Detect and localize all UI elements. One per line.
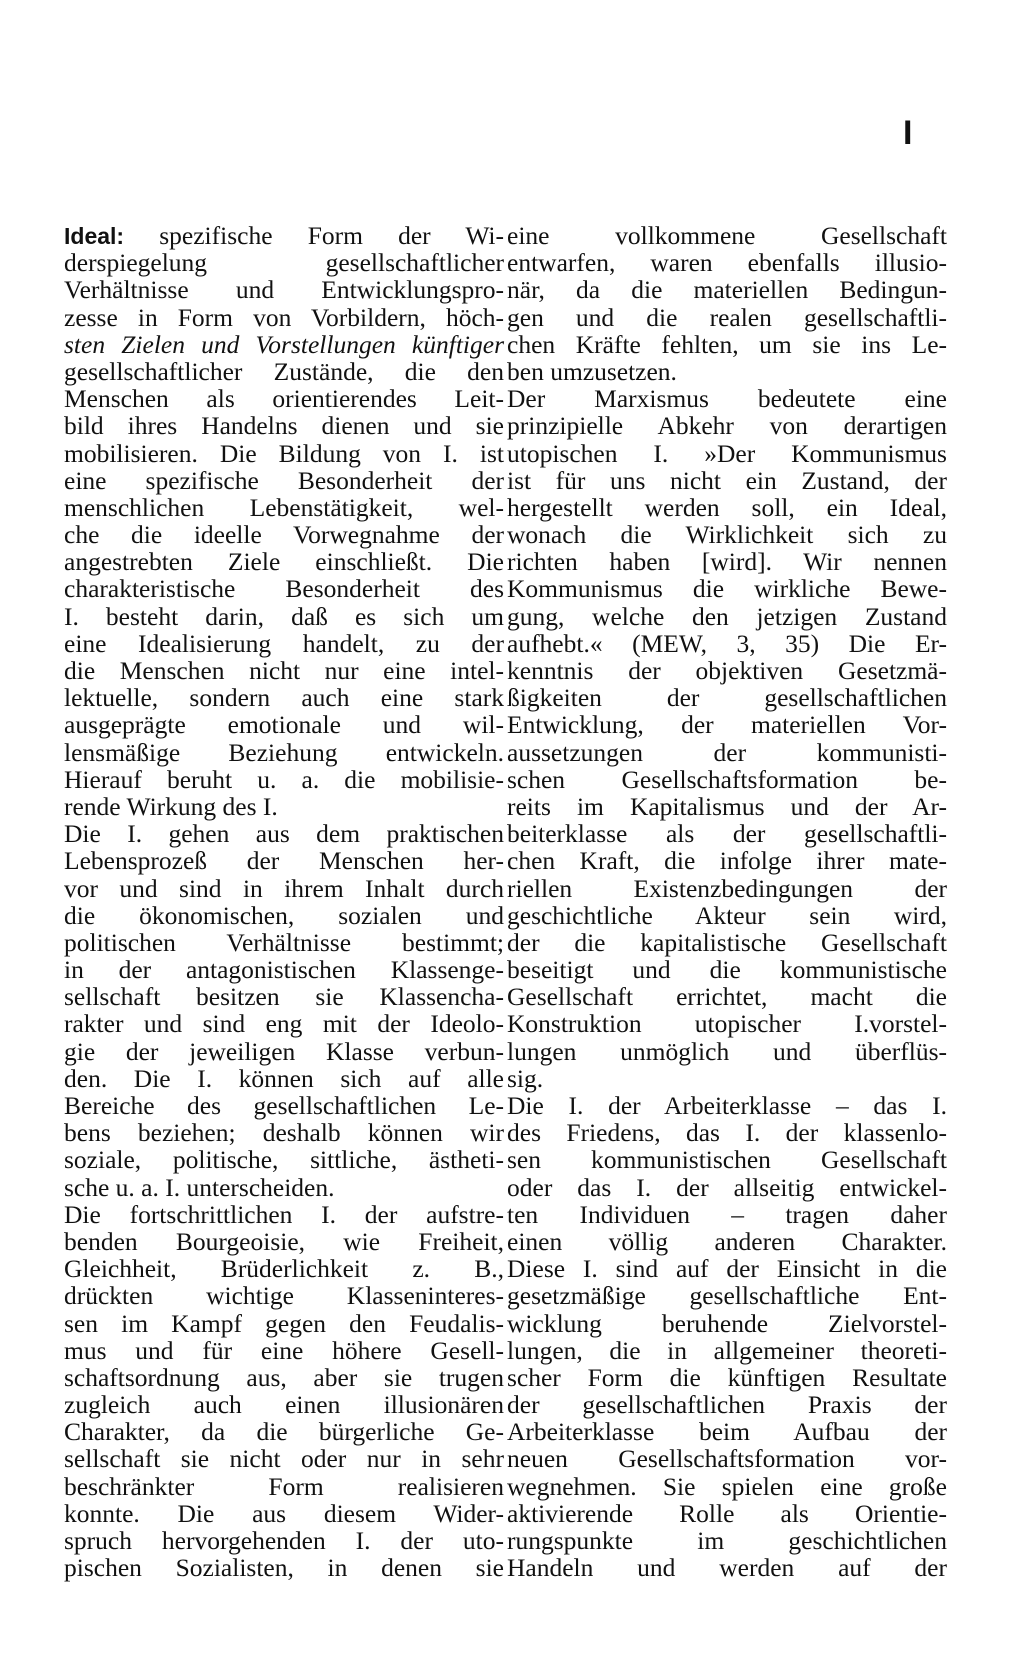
text-line: Handeln und werden auf der: [507, 1553, 947, 1583]
text-line: derspiegelung gesellschaftlicher: [64, 248, 504, 278]
text-line: Entwicklung, der materiellen Vor-: [507, 710, 947, 740]
text-line: bild ihres Handelns dienen und sie: [64, 411, 504, 441]
text-line: Konstruktion utopischer I.vorstel-: [507, 1009, 947, 1039]
text-line: Diese I. sind auf der Einsicht in die: [507, 1254, 947, 1284]
text-line: hergestellt werden soll, ein Ideal,: [507, 492, 947, 522]
text-line: in der antagonistischen Klassenge-: [64, 955, 504, 985]
text-line: sche u. a. I. unterscheiden.: [64, 1172, 335, 1202]
section-letter: I: [903, 114, 913, 152]
text-line: aufhebt.« (MEW, 3, 35) Die Er-: [507, 628, 947, 658]
text-line: Charakter, da die bürgerliche Ge-: [64, 1417, 504, 1447]
text-line: die ökonomischen, sozialen und: [64, 900, 504, 930]
text-line: kenntnis der objektiven Gesetzmä-: [507, 656, 947, 685]
text-line: riellen Existenzbedingungen der: [507, 873, 947, 903]
text-line: wicklung beruhende Zielvorstel-: [507, 1308, 947, 1338]
text-line: der gesellschaftlichen Praxis der: [507, 1390, 947, 1420]
text-line: menschlichen Lebenstätigkeit, wel-: [64, 492, 504, 522]
text-line: Verhältnisse und Entwicklungspro-: [64, 275, 504, 305]
text-line: sig.: [507, 1063, 544, 1093]
text-line: rende Wirkung des I.: [64, 791, 278, 821]
text-line: Die I. der Arbeiterklasse – das I.: [507, 1091, 947, 1120]
text-line: soziale, politische, sittliche, ästheti-: [64, 1145, 504, 1175]
text-line: spruch hervorgehenden I. der uto-: [64, 1526, 504, 1555]
text-line: wegnehmen. Sie spielen eine große: [507, 1471, 947, 1501]
text-line: gesellschaftlicher Zustände, die den: [64, 356, 504, 386]
text-line: wonach die Wirklichkeit sich zu: [507, 520, 947, 550]
text-line: ausgeprägte emotionale und wil-: [64, 710, 504, 740]
text-line: beiterklasse als der gesellschaftli-: [507, 819, 947, 849]
text-line: einen völlig anderen Charakter.: [507, 1226, 947, 1256]
text-line: zesse in Form von Vorbildern, höch-: [64, 302, 504, 332]
text-line: bens beziehen; deshalb können wir: [64, 1118, 504, 1148]
text-line: [64, 222, 504, 249]
text-line: pischen Sozialisten, in denen sie: [64, 1553, 504, 1583]
text-line: Arbeiterklasse beim Aufbau der: [507, 1417, 947, 1447]
text-line: gie der jeweiligen Klasse verbun-: [64, 1036, 504, 1066]
text-line: schaftsordnung aus, aber sie trugen: [64, 1362, 504, 1392]
text-line: prinzipielle Abkehr von derartigen: [507, 411, 947, 441]
text-line: geschichtliche Akteur sein wird,: [507, 900, 947, 930]
text-line: Menschen als orientierendes Leit-: [64, 384, 504, 414]
text-line: drückten wichtige Klasseninteres-: [64, 1281, 504, 1311]
text-line: lungen, die in allgemeiner theoreti-: [507, 1335, 947, 1365]
text-line: Bereiche des gesellschaftlichen Le-: [64, 1091, 504, 1120]
text-line: konnte. Die aus diesem Wider-: [64, 1498, 504, 1528]
text-line: der die kapitalistische Gesellschaft: [507, 927, 947, 957]
text-line: Kommunismus die wirkliche Bewe-: [507, 574, 947, 604]
text-line: che die ideelle Vorwegnahme der: [64, 520, 504, 550]
text-line: när, da die materiellen Bedingun-: [507, 275, 947, 305]
text-line: richten haben [wird]. Wir nennen: [507, 547, 947, 577]
text-line: Gleichheit, Brüderlichkeit z. B.,: [64, 1254, 504, 1284]
right-column: [507, 222, 947, 1581]
text-line: sellschaft besitzen sie Klassencha-: [64, 982, 504, 1012]
text-line: Lebensprozeß der Menschen her-: [64, 846, 504, 876]
text-line: politischen Verhältnisse bestimmt;: [64, 927, 504, 957]
text-line: beschränkter Form realisieren: [64, 1471, 504, 1501]
text-line: Die I. gehen aus dem praktischen: [64, 819, 504, 849]
text-line: charakteristische Besonderheit des: [64, 574, 504, 604]
text-line: gen und die realen gesellschaftli-: [507, 302, 947, 332]
text-line: sten Zielen und Vorstellungen künftiger: [64, 329, 504, 359]
text-line: den. Die I. können sich auf alle: [64, 1063, 504, 1093]
text-line: aktivierende Rolle als Orientie-: [507, 1498, 947, 1528]
text-line: scher Form die künftigen Resultate: [507, 1362, 947, 1392]
text-line: eine spezifische Besonderheit der: [64, 465, 504, 495]
text-line: Die fortschrittlichen I. der aufstre-: [64, 1199, 504, 1229]
text-line: schen Gesellschaftsformation be-: [507, 764, 947, 794]
text-line: angestrebten Ziele einschließt. Die: [64, 547, 504, 577]
text-line: chen Kraft, die infolge ihrer mate-: [507, 846, 947, 876]
text-line: oder das I. der allseitig entwickel-: [507, 1172, 947, 1202]
text-line: beseitigt und die kommunistische: [507, 955, 947, 985]
line-text: spezifische Form der Wi-: [159, 221, 505, 250]
text-line: sen kommunistischen Gesellschaft: [507, 1145, 947, 1175]
text-line: sen im Kampf gegen den Feudalis-: [64, 1308, 504, 1338]
text-line: gesetzmäßige gesellschaftliche Ent-: [507, 1281, 947, 1311]
text-line: ßigkeiten der gesellschaftlichen: [507, 683, 947, 713]
text-line: I. besteht darin, daß es sich um: [64, 601, 504, 631]
text-line: entwarfen, waren ebenfalls illusio-: [507, 248, 947, 278]
text-line: chen Kräfte fehlten, um sie ins Le-: [507, 329, 947, 359]
text-line: vor und sind in ihrem Inhalt durch: [64, 873, 504, 903]
text-line: zugleich auch einen illusionären: [64, 1390, 504, 1420]
text-line: Hierauf beruht u. a. die mobilisie-: [64, 764, 504, 794]
text-line: aussetzungen der kommunisti-: [507, 737, 947, 767]
left-column: [64, 222, 504, 1581]
text-line: sellschaft sie nicht oder nur in sehr: [64, 1444, 504, 1474]
text-line: rungspunkte im geschichtlichen: [507, 1526, 947, 1555]
text-line: utopischen I. »Der Kommunismus: [507, 438, 947, 468]
text-line: reits im Kapitalismus und der Ar-: [507, 791, 947, 821]
text-line: Der Marxismus bedeutete eine: [507, 384, 947, 414]
text-line: ten Individuen – tragen daher: [507, 1199, 947, 1229]
text-line: neuen Gesellschaftsformation vor-: [507, 1444, 947, 1474]
text-line: mus und für eine höhere Gesell-: [64, 1335, 504, 1365]
text-line: lensmäßige Beziehung entwickeln.: [64, 737, 504, 767]
text-line: lektuelle, sondern auch eine stark: [64, 683, 504, 713]
text-line: eine Idealisierung handelt, zu der: [64, 628, 504, 658]
text-line: ben umzusetzen.: [507, 356, 677, 386]
text-line: benden Bourgeoisie, wie Freiheit,: [64, 1226, 504, 1256]
text-line: eine vollkommene Gesellschaft: [507, 221, 947, 250]
text-line: Gesellschaft errichtet, macht die: [507, 982, 947, 1012]
text-line: mobilisieren. Die Bildung von I. ist: [64, 438, 504, 468]
text-line: ist für uns nicht ein Zustand, der: [507, 465, 947, 495]
entry-lemma: Ideal:: [64, 223, 125, 249]
text-line: gung, welche den jetzigen Zustand: [507, 601, 947, 631]
text-line: lungen unmöglich und überflüs-: [507, 1036, 947, 1066]
text-line: des Friedens, das I. der klassenlo-: [507, 1118, 947, 1148]
text-line: rakter und sind eng mit der Ideolo-: [64, 1009, 504, 1039]
text-line: die Menschen nicht nur eine intel-: [64, 656, 504, 685]
